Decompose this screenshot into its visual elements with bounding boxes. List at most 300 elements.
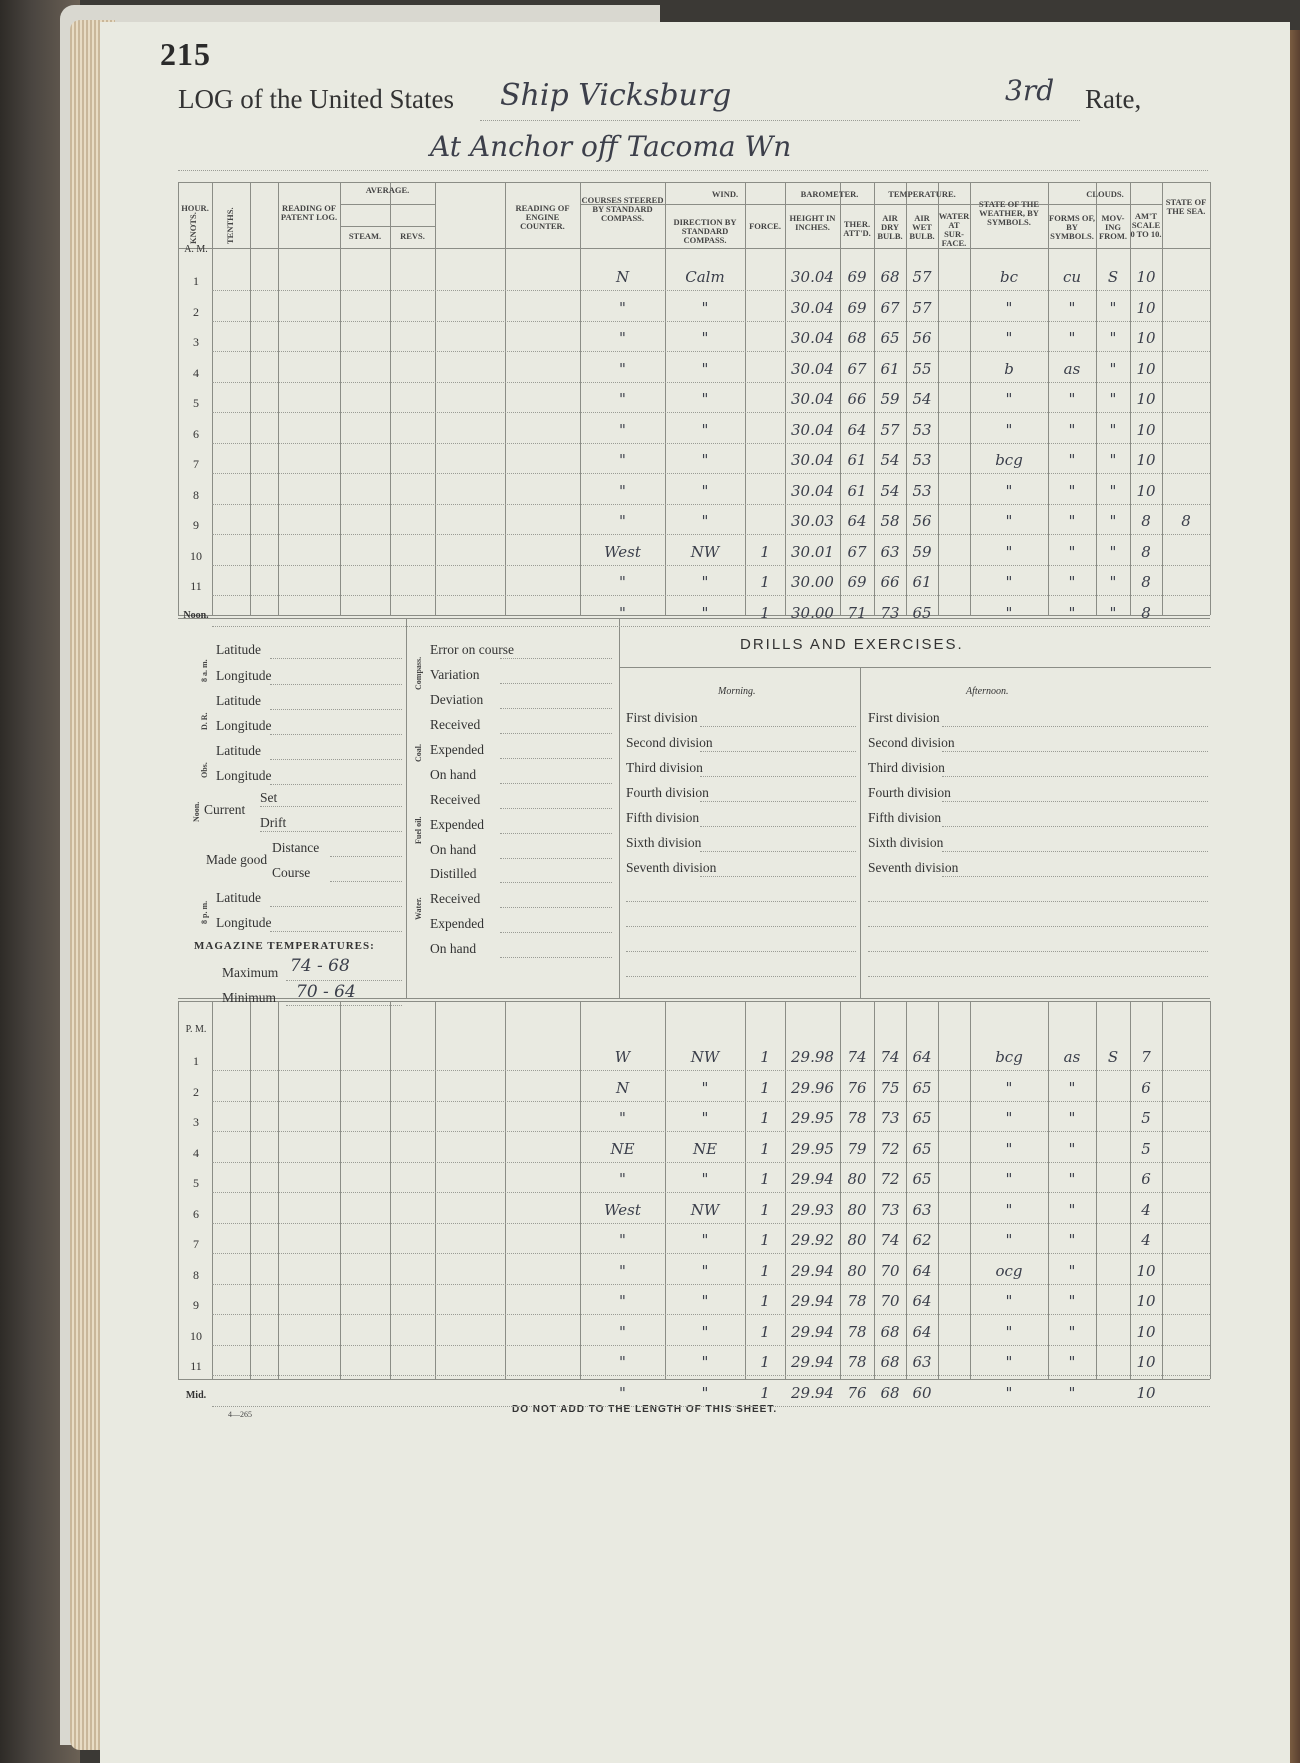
am-hour-label: 8: [193, 487, 199, 502]
am-forms-cell: ": [1068, 481, 1076, 500]
morning-division-label: Sixth division: [626, 835, 702, 850]
am-forms-cell: as: [1063, 359, 1081, 378]
pm-wet-cell: 64: [912, 1322, 932, 1341]
store-deviation-label: Deviation: [430, 692, 484, 707]
pm-ther-cell: 76: [847, 1383, 867, 1402]
store-rule: [500, 683, 612, 684]
morning-division-label: Fourth division: [626, 785, 709, 800]
pm-force-cell: 1: [760, 1231, 770, 1249]
am-wind-cell: ": [701, 329, 709, 347]
pm-force-cell: 1: [760, 1292, 770, 1310]
cloud-forms-header: FORMS OF, BY SYMBOLS.: [1049, 213, 1095, 241]
average-header: AVERAGE.: [365, 185, 410, 195]
drill-rule: [942, 751, 1208, 752]
pm-forms-cell: ": [1068, 1139, 1076, 1158]
am-dry-cell: 58: [880, 512, 900, 530]
am-sea-cell: 8: [1181, 512, 1191, 530]
drill-rule: [868, 926, 1208, 927]
am-course-cell: ": [619, 481, 626, 500]
am-moving-cell: S: [1107, 268, 1119, 286]
pm-amount-cell: 10: [1136, 1261, 1156, 1280]
store-rule: [500, 957, 612, 958]
am-weather-cell: bc: [999, 268, 1018, 286]
am-wet-cell: 59: [912, 542, 932, 561]
pm-course-cell: ": [619, 1109, 626, 1127]
am-weather-cell: ": [1005, 481, 1013, 500]
location: At Anchor off Tacoma Wn: [430, 130, 792, 163]
engine-counter-header: READING OF ENGINE COUNTER.: [515, 203, 570, 231]
pm-weather-cell: bcg: [995, 1048, 1023, 1066]
pm-forms-cell: ": [1068, 1261, 1076, 1280]
am-moving-cell: ": [1109, 573, 1117, 591]
drill-rule: [626, 901, 856, 902]
water-surface-header: WATER AT SUR-FACE.: [938, 211, 970, 248]
header-rule: [874, 204, 970, 205]
nav-latitude-label: Latitude: [216, 743, 261, 758]
drill-rule: [700, 776, 856, 777]
morning-division-label: Seventh division: [626, 860, 717, 875]
nav-rule: [330, 856, 402, 857]
morning-division-label: Second division: [626, 735, 713, 750]
am-wet-cell: 56: [912, 329, 932, 347]
pm-course-cell: ": [619, 1322, 626, 1341]
am-baro-cell: 30.00: [791, 603, 834, 622]
pm-wind-cell: ": [701, 1078, 709, 1097]
am-label: A. M.: [184, 244, 208, 255]
store-on_hand-label: On hand: [430, 842, 477, 857]
nav-rule: [330, 881, 402, 882]
am-hour-label: 4: [193, 365, 199, 380]
column-rule: [250, 1001, 251, 1379]
am-course-cell: ": [619, 603, 626, 622]
page-number: 215: [160, 36, 211, 72]
pm-force-cell: 1: [760, 1048, 770, 1066]
drill-rule: [700, 851, 856, 852]
column-rule: [1162, 182, 1163, 615]
drill-rule: [700, 801, 856, 802]
am-hour-label: 5: [193, 396, 199, 410]
store-on_hand-label: On hand: [430, 941, 477, 956]
pm-amount-cell: 4: [1141, 1231, 1151, 1249]
pm-ther-cell: 74: [847, 1048, 867, 1066]
ther-att-header: THER. ATT'D.: [843, 219, 871, 238]
pm-baro-cell: 29.93: [791, 1200, 834, 1219]
pm-hour-label: 7: [193, 1237, 199, 1251]
log-page: [100, 22, 1290, 1763]
am-dry-cell: 54: [880, 481, 900, 500]
pm-force-cell: 1: [760, 1383, 770, 1402]
am-amount-cell: 10: [1136, 451, 1156, 469]
row-rule: [212, 290, 1210, 291]
pm-force-cell: 1: [760, 1200, 770, 1219]
water-bracket: Water.: [414, 897, 423, 920]
drill-rule: [700, 726, 856, 727]
air-wet-header: AIR WET BULB.: [909, 213, 935, 241]
am-moving-cell: ": [1109, 329, 1117, 347]
nav-rule: [260, 806, 402, 807]
afternoon-division-label: Seventh division: [868, 860, 959, 875]
store-rule: [500, 858, 612, 859]
am-dry-cell: 54: [880, 451, 900, 469]
am-forms-cell: ": [1068, 573, 1076, 591]
drill-rule: [700, 826, 856, 827]
pm-wet-cell: 65: [912, 1078, 932, 1097]
pm-forms-cell: ": [1068, 1231, 1076, 1249]
am-moving-cell: ": [1109, 359, 1117, 378]
am-weather-cell: ": [1005, 390, 1013, 408]
pm-wet-cell: 65: [912, 1170, 932, 1188]
pm-baro-cell: 29.94: [791, 1353, 834, 1371]
am-forms-cell: ": [1068, 390, 1076, 408]
pm-course-cell: ": [619, 1231, 626, 1249]
row-rule: [212, 351, 1210, 352]
am-hour-label: 2: [193, 304, 199, 319]
pm-hour-label: 8: [193, 1267, 199, 1282]
tenths-header: TENTHS.: [225, 207, 235, 244]
pm-dry-cell: 68: [880, 1322, 900, 1341]
am-forms-cell: ": [1068, 512, 1076, 530]
pm-dry-cell: 68: [880, 1353, 900, 1371]
pm-amount-cell: 6: [1141, 1170, 1151, 1188]
compass-bracket: Compass.: [414, 656, 423, 690]
wind-header: WIND.: [711, 189, 739, 199]
header-rule: [340, 204, 435, 205]
am-baro-cell: 30.04: [791, 451, 834, 469]
am-wet-cell: 57: [912, 268, 932, 286]
row-rule: [212, 595, 1210, 596]
store-rule: [500, 932, 612, 933]
steam-header: STEAM.: [348, 231, 382, 241]
afternoon-division-label: First division: [868, 710, 940, 725]
am-force-cell: 1: [760, 603, 770, 622]
pm-baro-cell: 29.95: [791, 1109, 834, 1127]
pm-weather-cell: ": [1005, 1170, 1013, 1188]
row-rule: [212, 1131, 1210, 1132]
pm-amount-cell: 10: [1136, 1292, 1156, 1310]
pm-label: P. M.: [185, 1024, 207, 1035]
row-rule: [212, 1345, 1210, 1346]
row-rule: [212, 1162, 1210, 1163]
nav-rule: [286, 1005, 402, 1006]
am-course-cell: ": [619, 420, 626, 439]
pm-forms-cell: as: [1063, 1048, 1081, 1066]
am-moving-cell: ": [1109, 390, 1117, 408]
pm-force-cell: 1: [760, 1139, 770, 1158]
am-baro-cell: 30.04: [791, 481, 834, 500]
am-ther-cell: 68: [847, 329, 867, 347]
pm-wet-cell: 64: [912, 1261, 932, 1280]
am-weather-cell: ": [1005, 542, 1013, 561]
am-dry-cell: 63: [880, 542, 900, 561]
am-wet-cell: 55: [912, 359, 932, 378]
pm-wet-cell: 63: [912, 1353, 932, 1371]
drill-rule: [626, 951, 856, 952]
am-wet-cell: 57: [912, 298, 932, 317]
am-ther-cell: 67: [847, 359, 867, 378]
morning-division-label: Third division: [626, 760, 703, 775]
pm-baro-cell: 29.98: [791, 1048, 834, 1066]
vessel-name: Ship Vicksburg: [500, 78, 732, 113]
current-label: Current: [204, 802, 246, 817]
rate-label: Rate,: [1085, 84, 1142, 114]
store-distilled-label: Distilled: [430, 866, 477, 881]
am-course-cell: ": [619, 390, 626, 408]
am-wind-cell: ": [701, 451, 709, 469]
pm-course-cell: ": [619, 1292, 626, 1310]
am-wind-cell: ": [701, 512, 709, 530]
pm-amount-cell: 6: [1141, 1078, 1151, 1097]
pm-forms-cell: ": [1068, 1383, 1076, 1402]
temperature-header: TEMPERATURE.: [888, 189, 956, 199]
row-rule: [212, 1406, 1210, 1407]
am-force-cell: 1: [760, 542, 770, 561]
magazine-label: MAGAZINE TEMPERATURES:: [194, 940, 375, 952]
am-wet-cell: 56: [912, 512, 932, 530]
courses-header: COURSES STEERED BY STANDARD COMPASS.: [581, 195, 664, 223]
am-moving-cell: ": [1109, 451, 1117, 469]
pm-course-cell: ": [619, 1353, 626, 1371]
am-baro-cell: 30.03: [791, 512, 834, 530]
am8-bracket: 8 a. m.: [200, 659, 209, 682]
am-baro-cell: 30.04: [791, 268, 834, 286]
pm-dry-cell: 73: [880, 1200, 900, 1219]
am-wind-cell: ": [701, 481, 709, 500]
am-wind-cell: ": [701, 359, 709, 378]
am-hour-label: 6: [193, 426, 199, 441]
afternoon-division-label: Second division: [868, 735, 955, 750]
am-moving-cell: ": [1109, 542, 1117, 561]
pm-dry-cell: 70: [880, 1261, 900, 1280]
row-rule: [212, 1192, 1210, 1193]
drill-rule: [942, 851, 1208, 852]
pm-weather-cell: ": [1005, 1231, 1013, 1249]
pm-hour-label: 9: [193, 1298, 199, 1312]
store-expended-label: Expended: [430, 916, 484, 931]
am-wind-cell: ": [701, 420, 709, 439]
am-course-cell: ": [619, 329, 626, 347]
pm-baro-cell: 29.94: [791, 1292, 834, 1310]
course-label: Course: [272, 865, 311, 880]
am-dry-cell: 65: [880, 329, 900, 347]
nav-rule: [270, 906, 402, 907]
rate-value: 3rd: [1005, 74, 1055, 107]
am-weather-cell: ": [1005, 512, 1013, 530]
am-ther-cell: 66: [847, 390, 867, 408]
am-course-cell: ": [619, 359, 626, 378]
drill-rule: [700, 876, 856, 877]
pm-weather-cell: ": [1005, 1292, 1013, 1310]
pm-ther-cell: 80: [847, 1170, 867, 1188]
column-rule: [435, 1001, 436, 1379]
am-dry-cell: 68: [880, 268, 900, 286]
afternoon-label: Afternoon.: [966, 686, 1009, 697]
column-rule: [278, 1001, 279, 1379]
nav-longitude-label: Longitude: [216, 718, 272, 733]
am-weather-cell: ": [1005, 298, 1013, 317]
column-rule: [1162, 1001, 1163, 1379]
pm-wind-cell: ": [701, 1322, 709, 1341]
pm-dry-cell: 75: [880, 1078, 900, 1097]
pm-hour-label: 5: [193, 1176, 199, 1190]
store-rule: [500, 882, 612, 883]
pm-course-cell: W: [614, 1048, 631, 1066]
row-rule: [212, 1375, 1210, 1376]
pm-dry-cell: 74: [880, 1231, 900, 1249]
am-baro-cell: 30.04: [791, 390, 834, 408]
store-rule: [500, 808, 612, 809]
pm-forms-cell: ": [1068, 1170, 1076, 1188]
nav-rule: [270, 684, 402, 685]
pm-hour-label: 10: [190, 1328, 202, 1343]
am-amount-cell: 10: [1136, 298, 1156, 317]
revs-header: REVS.: [400, 231, 425, 241]
am-weather-cell: bcg: [995, 451, 1023, 469]
am-course-cell: N: [615, 268, 630, 286]
drills-title: DRILLS AND EXERCISES.: [740, 636, 964, 653]
made-good-label: Made good: [206, 852, 268, 867]
nav-rule: [270, 709, 402, 710]
afternoon-division-label: Fifth division: [868, 810, 942, 825]
store-variation-label: Variation: [430, 667, 480, 682]
pm-hour-label: 4: [193, 1145, 199, 1160]
column-rule: [435, 182, 436, 615]
pm8-bracket: 8 p. m.: [200, 900, 209, 924]
row-rule: [212, 1101, 1210, 1102]
pm-force-cell: 1: [760, 1109, 770, 1127]
pm-weather-cell: ocg: [995, 1261, 1023, 1280]
pm-baro-cell: 29.94: [791, 1170, 834, 1188]
am-course-cell: West: [604, 542, 641, 561]
pm-forms-cell: ": [1068, 1109, 1076, 1127]
store-received-label: Received: [430, 717, 481, 732]
pm-baro-cell: 29.95: [791, 1139, 834, 1158]
column-rule: [505, 1001, 506, 1379]
pm-dry-cell: 74: [880, 1048, 900, 1066]
am-weather-cell: ": [1005, 603, 1013, 622]
am-hour-label: 11: [190, 579, 202, 593]
am-hour-label: 3: [193, 335, 199, 349]
nav-longitude-label: Longitude: [216, 668, 272, 683]
row-rule: [212, 1284, 1210, 1285]
am-amount-cell: 10: [1136, 329, 1156, 347]
pm-force-cell: 1: [760, 1353, 770, 1371]
am-ther-cell: 69: [847, 573, 867, 591]
pm-course-cell: ": [619, 1261, 626, 1280]
store-expended-label: Expended: [430, 742, 484, 757]
am-amount-cell: 8: [1141, 603, 1151, 622]
column-rule: [1210, 182, 1211, 615]
am-forms-cell: cu: [1062, 268, 1082, 286]
pm-amount-cell: 5: [1141, 1139, 1151, 1158]
minimum-value: 70 - 64: [296, 982, 356, 1002]
am-wind-cell: ": [701, 298, 709, 317]
am-ther-cell: 64: [847, 512, 867, 530]
am-baro-cell: 30.04: [791, 329, 834, 347]
air-dry-header: AIR DRY BULB.: [877, 213, 903, 241]
row-rule: [212, 626, 1210, 627]
form-code: 4—265: [228, 1410, 252, 1419]
drill-rule: [626, 926, 856, 927]
pm-ther-cell: 79: [847, 1139, 867, 1158]
am-force-cell: 1: [760, 573, 770, 591]
pm-force-cell: 1: [760, 1078, 770, 1097]
pm-weather-cell: ": [1005, 1353, 1013, 1371]
pm-dry-cell: 70: [880, 1292, 900, 1310]
clouds-header: CLOUDS.: [1086, 189, 1124, 199]
column-rule: [938, 1001, 939, 1379]
store-rule: [500, 783, 612, 784]
pm-forms-cell: ": [1068, 1078, 1076, 1097]
am-wind-cell: ": [701, 573, 709, 591]
am-course-cell: ": [619, 451, 626, 469]
distance-label: Distance: [272, 840, 320, 855]
pm-course-cell: NE: [610, 1139, 635, 1158]
column-rule: [390, 182, 391, 615]
drill-rule: [868, 901, 1208, 902]
pm-weather-cell: ": [1005, 1200, 1013, 1219]
hour-header: HOUR.: [181, 203, 209, 213]
drill-rule: [868, 976, 1208, 977]
drill-rule: [942, 801, 1208, 802]
sea-state-header: STATE OF THE SEA.: [1165, 197, 1207, 216]
noon-bracket: Noon.: [192, 801, 201, 822]
pm-weather-cell: ": [1005, 1322, 1013, 1341]
nav-latitude-label: Latitude: [216, 693, 261, 708]
pm-dry-cell: 72: [880, 1170, 900, 1188]
pm-wind-cell: ": [701, 1261, 709, 1280]
afternoon-division-label: Third division: [868, 760, 945, 775]
wind-direction-header: DIRECTION BY STANDARD COMPASS.: [673, 217, 737, 245]
drill-rule: [700, 751, 856, 752]
am-moving-cell: ": [1109, 420, 1117, 439]
am-ther-cell: 69: [847, 268, 867, 286]
column-rule: [340, 182, 341, 615]
pm-hour-label: 11: [190, 1359, 202, 1373]
am-moving-cell: ": [1109, 512, 1117, 530]
store-rule: [500, 733, 612, 734]
drill-rule: [626, 976, 856, 977]
pm-dry-cell: 68: [880, 1383, 900, 1402]
store-received-label: Received: [430, 792, 481, 807]
pm-amount-cell: 10: [1136, 1383, 1156, 1402]
column-rule: [1210, 1001, 1211, 1379]
nav-latitude-label: Latitude: [216, 642, 261, 657]
pm-baro-cell: 29.94: [791, 1261, 834, 1280]
am-wind-cell: ": [701, 603, 709, 622]
set-label: Set: [260, 790, 278, 805]
morning-division-label: Fifth division: [626, 810, 700, 825]
nav-rule: [270, 658, 402, 659]
coal-bracket: Coal.: [414, 744, 423, 762]
am-course-cell: ": [619, 573, 626, 591]
pm-amount-cell: 7: [1141, 1048, 1151, 1066]
pm-hour-label: Mid.: [185, 1389, 207, 1401]
pm-latitude-label: Latitude: [216, 890, 261, 905]
row-rule: [212, 443, 1210, 444]
row-rule: [212, 565, 1210, 566]
am-weather-cell: b: [1004, 359, 1014, 378]
store-expended-label: Expended: [430, 817, 484, 832]
row-rule: [212, 534, 1210, 535]
am-dry-cell: 57: [880, 420, 900, 439]
row-rule: [212, 1223, 1210, 1224]
pm-ther-cell: 80: [847, 1231, 867, 1249]
nav-rule: [270, 931, 402, 932]
am-amount-cell: 10: [1136, 420, 1156, 439]
am-dry-cell: 73: [880, 603, 900, 622]
store-rule: [500, 708, 612, 709]
am-baro-cell: 30.01: [791, 542, 834, 561]
